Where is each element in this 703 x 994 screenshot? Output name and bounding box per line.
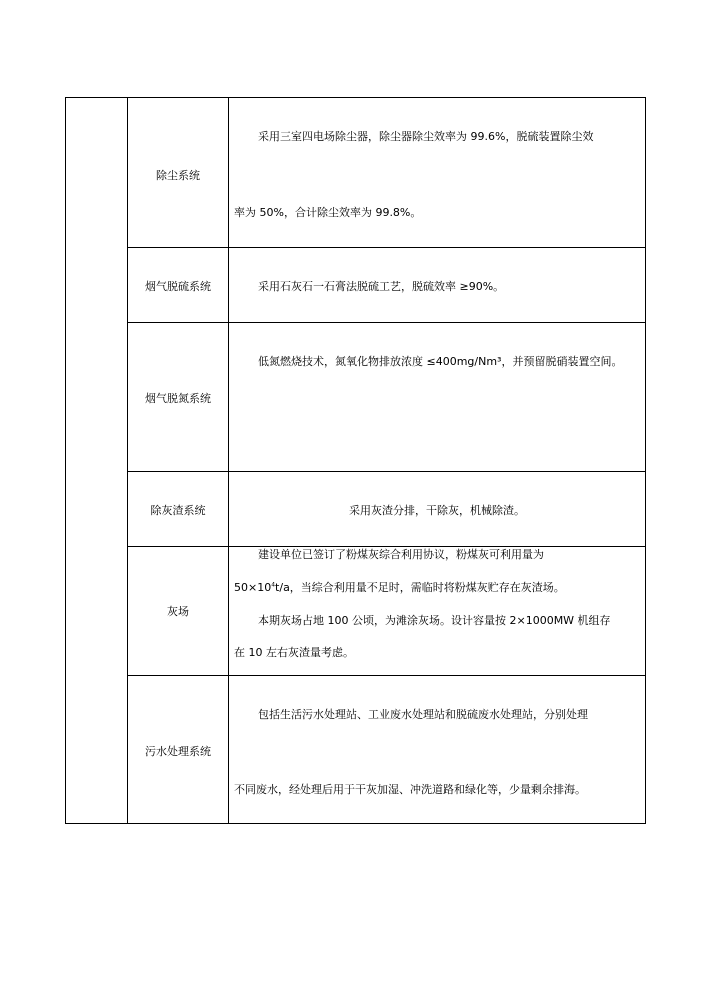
row-divider-2 [127, 322, 645, 323]
column-divider-2 [228, 98, 229, 823]
row-label-ash-yard: 灰场 [167, 605, 189, 618]
ash-yard-text-line-1: 建设单位已签订了粉煤灰综合利用协议，粉煤灰可利用量为 [258, 548, 544, 561]
wastewater-text-line-2: 不同废水，经处理后用于干灰加湿、冲洗道路和绿化等，少量剩余排海。 [234, 783, 586, 796]
denitrification-text: 低氮燃烧技术，氮氧化物排放浓度 ≤400mg/Nm³，并预留脱硝装置空间。 [258, 355, 623, 368]
row-divider-1 [127, 247, 645, 248]
ash-yard-text-line-4: 在 10 左右灰渣量考虑。 [234, 646, 354, 659]
dust-removal-text-line-1: 采用三室四电场除尘器，除尘器除尘效率为 99.6%，脱硫装置除尘效 [258, 130, 594, 143]
row-label-desulfurization: 烟气脱硫系统 [145, 280, 211, 293]
ash-yard-text-line-2 [234, 579, 565, 595]
dust-removal-text-line-2: 率为 50%，合计除尘效率为 99.8%。 [234, 206, 422, 219]
row-label-ash-slag-removal: 除灰渣系统 [150, 504, 206, 517]
ash-yard-capacity-exponent: 4 [271, 581, 276, 589]
ash-yard-capacity-rest: t/a，当综合利用量不足时，需临时将粉煤灰贮存在灰渣场。 [275, 581, 565, 594]
row-label-dust-removal: 除尘系统 [156, 169, 200, 182]
ash-yard-capacity-value: 50×10 [234, 581, 272, 594]
desulfurization-text: 采用石灰石一石膏法脱硫工艺，脱硫效率 ≥90%。 [258, 280, 505, 293]
row-divider-5 [127, 675, 645, 676]
column-divider-1 [127, 98, 128, 823]
ash-yard-text-line-3: 本期灰场占地 100 公顷，为滩涂灰场。设计容量按 2×1000MW 机组存 [258, 614, 611, 627]
row-divider-3 [127, 471, 645, 472]
ash-slag-removal-text: 采用灰渣分排，干除灰，机械除渣。 [349, 504, 525, 517]
row-label-wastewater-treatment: 污水处理系统 [145, 745, 211, 758]
row-label-denitrification: 烟气脱氮系统 [145, 392, 211, 405]
wastewater-text-line-1: 包括生活污水处理站、工业废水处理站和脱硫废水处理站，分别处理 [258, 708, 588, 721]
